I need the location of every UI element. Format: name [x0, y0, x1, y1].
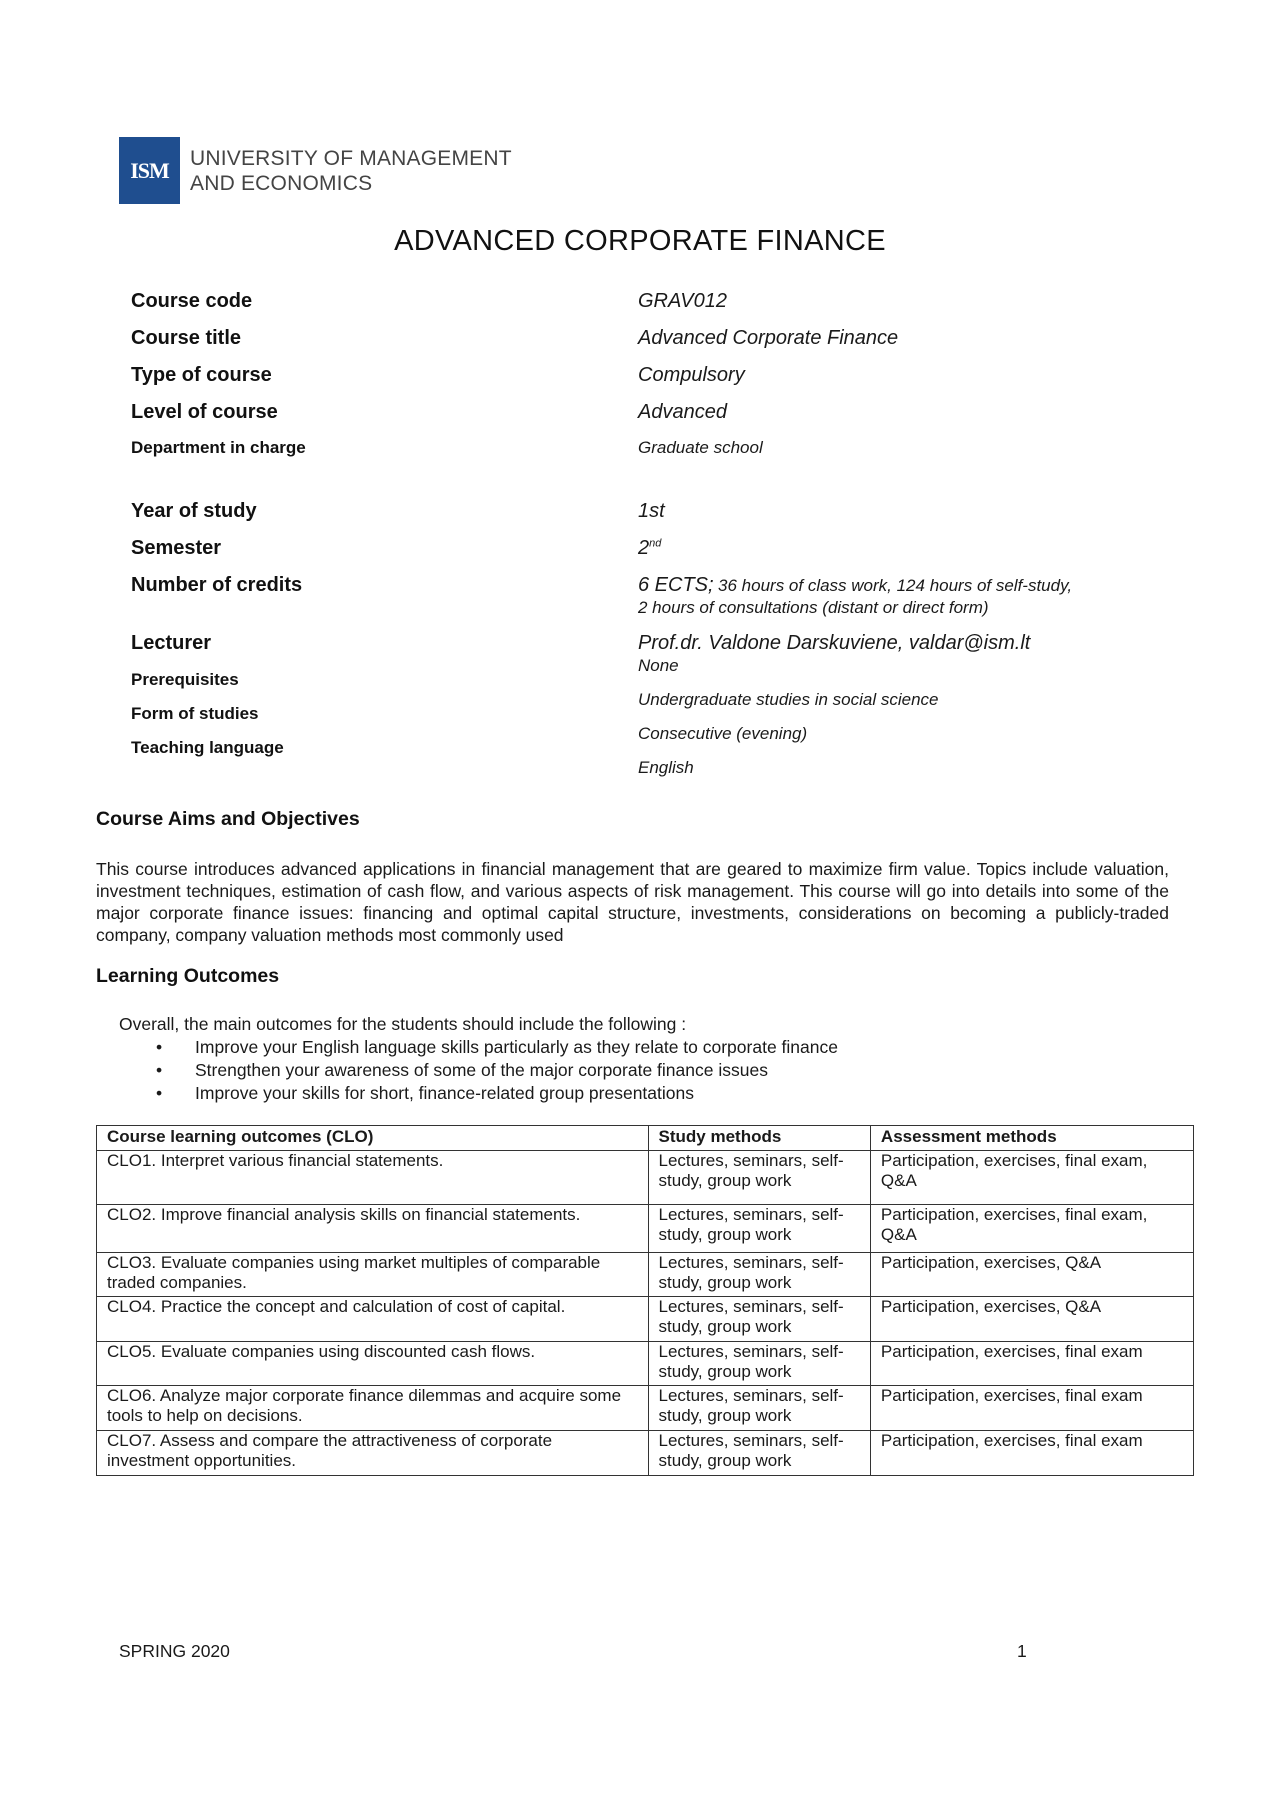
table-row	[97, 1431, 1194, 1476]
level-of-course-value: Advanced	[638, 401, 727, 423]
form-of-studies-label: Form of studies	[131, 704, 259, 723]
header-study-methods: Study methods	[648, 1126, 870, 1151]
university-name	[190, 146, 512, 196]
header-clo: Course learning outcomes (CLO)	[97, 1126, 649, 1151]
list-item: • Improve your skills for short, finance-related group presentations	[156, 1082, 838, 1105]
study-methods-cell: Lectures, seminars, self-study, group work	[648, 1151, 870, 1205]
clo-cell: CLO6. Analyze major corporate finance dilemmas and acquire some tools to help on decisions.	[97, 1386, 649, 1431]
prerequisites-label: Prerequisites	[131, 670, 239, 689]
type-of-course-value: Compulsory	[638, 364, 745, 386]
study-methods-cell: Lectures, seminars, self-study, group work	[648, 1386, 870, 1431]
table-row	[97, 1253, 1194, 1297]
clo-cell: CLO4. Practice the concept and calculation of cost of capital.	[97, 1297, 649, 1342]
university-logo	[119, 137, 512, 204]
assessment-cell: Participation, exercises, Q&A	[870, 1297, 1193, 1342]
extra-value: English	[638, 758, 694, 777]
teaching-language-label: Teaching language	[131, 738, 284, 757]
study-methods-cell: Lectures, seminars, self-study, group work	[648, 1297, 870, 1342]
prerequisites-value: None	[638, 656, 679, 675]
semester-label: Semester	[131, 537, 222, 559]
list-item: • Improve your English language skills particularly as they relate to corporate finance	[156, 1036, 838, 1059]
form-of-studies-value: Undergraduate studies in social science	[638, 690, 939, 709]
credits-detail-line2: 2 hours of consultations (distant or direct form)	[638, 598, 989, 617]
footer-term: SPRING 2020	[119, 1641, 230, 1661]
course-title-value: Advanced Corporate Finance	[638, 327, 899, 349]
table-row	[97, 1205, 1194, 1253]
study-methods-cell: Lectures, seminars, self-study, group work	[648, 1205, 870, 1253]
assessment-cell: Participation, exercises, final exam	[870, 1342, 1193, 1386]
clo-cell: CLO2. Improve financial analysis skills on financial statements.	[97, 1205, 649, 1253]
table-row	[97, 1386, 1194, 1431]
assessment-cell: Participation, exercises, final exam, Q&A	[870, 1205, 1193, 1253]
university-name-line2: AND ECONOMICS	[190, 171, 373, 195]
clo-cell: CLO3. Evaluate companies using market multiples of comparable traded companies.	[97, 1253, 649, 1297]
table-row	[97, 1297, 1194, 1342]
department-value: Graduate school	[638, 438, 763, 457]
course-title-label: Course title	[131, 327, 242, 349]
assessment-cell: Participation, exercises, final exam, Q&A	[870, 1151, 1193, 1205]
level-of-course-label: Level of course	[131, 401, 278, 423]
semester-value	[638, 537, 661, 560]
ism-logo-mark: ISM	[119, 137, 180, 204]
year-of-study-label: Year of study	[131, 500, 257, 522]
outcomes-list	[156, 1036, 838, 1105]
table-row	[97, 1151, 1194, 1205]
university-name-line1: UNIVERSITY OF MANAGEMENT	[190, 146, 512, 170]
clo-cell: CLO7. Assess and compare the attractiveness of corporate investment opportunities.	[97, 1431, 649, 1476]
semester-suffix: nd	[649, 537, 662, 550]
table-row	[97, 1342, 1194, 1386]
study-methods-cell: Lectures, seminars, self-study, group work	[648, 1431, 870, 1476]
clo-cell: CLO5. Evaluate companies using discounted cash flows.	[97, 1342, 649, 1386]
credits-detail-line1: 36 hours of class work, 124 hours of self-study,	[718, 576, 1073, 595]
credits-ects: 6 ECTS;	[638, 574, 714, 596]
page-number: 1	[1017, 1641, 1027, 1661]
number-of-credits-label: Number of credits	[131, 574, 303, 596]
assessment-cell: Participation, exercises, final exam	[870, 1431, 1193, 1476]
course-code-value: GRAV012	[638, 290, 727, 312]
learning-outcomes-heading: Learning Outcomes	[96, 965, 280, 987]
course-code-label: Course code	[131, 290, 253, 312]
year-of-study-value: 1st	[638, 500, 665, 522]
table-header-row	[97, 1126, 1194, 1151]
type-of-course-label: Type of course	[131, 364, 272, 386]
study-methods-cell: Lectures, seminars, self-study, group work	[648, 1253, 870, 1297]
study-methods-cell: Lectures, seminars, self-study, group work	[648, 1342, 870, 1386]
lecturer-value: Prof.dr. Valdone Darskuviene, valdar@ism.lt	[638, 632, 1031, 654]
clo-cell: CLO1. Interpret various financial statements.	[97, 1151, 649, 1205]
list-item: • Strengthen your awareness of some of the major corporate finance issues	[156, 1059, 838, 1082]
aims-paragraph: This course introduces advanced applications in financial management that are geared to maximize firm value. Topics include valuation, investment techniques, estimation of cash flow, and various aspects of risk management. This course will go into details into some of the major corporate finance issues: financing and optimal capital structure, investments, considerations on becoming a publicly-traded company, company valuation methods most commonly used	[96, 859, 1169, 945]
teaching-language-value: Consecutive (evening)	[638, 724, 808, 743]
semester-number: 2	[638, 537, 650, 559]
department-label: Department in charge	[131, 438, 306, 457]
lecturer-label: Lecturer	[131, 632, 212, 654]
outcomes-intro: Overall, the main outcomes for the students should include the following :	[119, 1014, 687, 1034]
aims-heading: Course Aims and Objectives	[96, 808, 360, 830]
header-assessment-methods: Assessment methods	[870, 1126, 1193, 1151]
assessment-cell: Participation, exercises, Q&A	[870, 1253, 1193, 1297]
clo-table	[96, 1125, 1194, 1476]
assessment-cell: Participation, exercises, final exam	[870, 1386, 1193, 1431]
number-of-credits-value	[638, 574, 1072, 597]
page-title: ADVANCED CORPORATE FINANCE	[394, 225, 886, 257]
